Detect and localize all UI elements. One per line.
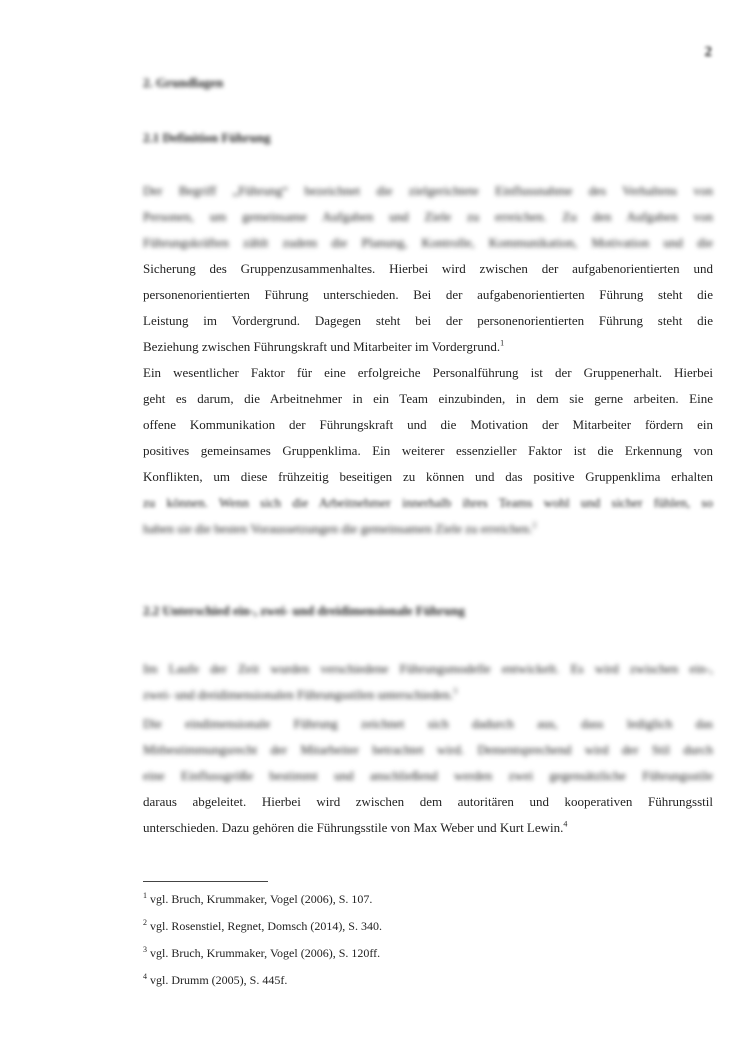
text-line: Führungskräften zählt zudem die Planung, Kontrolle, Kommunikation, Motivation und die [143,235,713,250]
footnote-text: vgl. Rosenstiel, Regnet, Domsch (2014), S. 340. [150,919,382,933]
text-line: Beziehung zwischen Führungskraft und Mitarbeiter im Vordergrund. [143,339,501,354]
text-line: geht es darum, die Arbeitnehmer in ein Team einzubinden, in dem sie gerne arbeiten. Eine [143,391,713,406]
text-line: Konflikten, um diese frühzeitig beseitigen zu können und das positive Gruppenklima erhalten [143,469,713,484]
heading-unterschied-fuehrung: 2.2 Unterschied ein-, zwei- und dreidimensionale Führung [143,603,465,618]
text-line-last [143,334,713,360]
paragraph-fuehrungsmodelle [143,656,713,708]
text-line: Personen, um gemeinsame Aufgaben und Ziele zu erreichen. Zu den Aufgaben von [143,209,713,224]
text-line: personenorientierten Führung unterschieden. Bei der aufgabenorientierten Führung steht die [143,287,713,302]
footnote-3 [143,945,380,961]
text-line-last [143,815,713,841]
footnote-number: 3 [143,945,147,954]
paragraph-gruppenerhalt [143,360,713,542]
footnote-number: 4 [143,972,147,981]
text-line: daraus abgeleitet. Hierbei wird zwischen dem autoritären und kooperativen Führungsstil [143,794,713,809]
text-line: Leistung im Vordergrund. Dagegen steht bei der personenorientierten Führung steht die [143,313,713,328]
footnote-ref: 3 [453,686,458,696]
text-line-last [143,682,713,708]
text-line: Der Begriff „Führung“ bezeichnet die zielgerichtete Einflussnahme des Verhaltens von [143,183,713,198]
footnote-text: vgl. Bruch, Krummaker, Vogel (2006), S. 107. [150,892,373,906]
page-number: 2 [704,44,712,60]
text-line-last [143,516,713,542]
text-line: Die eindimensionale Führung zeichnet sich dadurch aus, dass lediglich das [143,716,713,731]
footnote-ref: 1 [500,338,505,348]
text-line: eine Einflussgröße bestimmt und anschließend werden zwei gegensätzliche Führungsstile [143,768,713,783]
text-line: Sicherung des Gruppenzusammenhaltes. Hierbei wird zwischen der aufgabenorientierten und [143,261,713,276]
footnote-number: 2 [143,918,147,927]
footnote-separator [143,881,268,882]
text-line: unterschieden. Dazu gehören die Führungsstile von Max Weber und Kurt Lewin. [143,820,564,835]
footnote-number: 1 [143,891,147,900]
text-line: Ein wesentlicher Faktor für eine erfolgreiche Personalführung ist der Gruppenerhalt. Hierbei [143,365,713,380]
text-line: offene Kommunikation der Führungskraft und die Motivation der Mitarbeiter fördern ein [143,417,713,432]
footnote-ref: 2 [532,520,537,530]
text-line: Mitbestimmungsrecht der Mitarbeiter betrachtet wird. Dementsprechend wird der Stil durch [143,742,713,757]
text-line: zwei- und dreidimensionalen Führungsstilen unterschieden. [143,687,454,702]
footnote-4 [143,972,287,988]
footnote-2 [143,918,382,934]
text-line: Im Laufe der Zeit wurden verschiedene Führungsmodelle entwickelt. Es wird zwischen ein-, [143,661,713,676]
footnote-text: vgl. Bruch, Krummaker, Vogel (2006), S. 120ff. [150,946,381,960]
footnote-text: vgl. Drumm (2005), S. 445f. [150,973,288,987]
paragraph-eindimensional [143,711,713,841]
paragraph-definition [143,178,713,360]
text-line: positives gemeinsames Gruppenklima. Ein weiterer essenzieller Faktor ist die Erkennung von [143,443,713,458]
footnote-ref: 4 [563,819,568,829]
text-line: haben sie die besten Voraussetzungen die gemeinsamen Ziele zu erreichen. [143,521,533,536]
text-line: zu können. Wenn sich die Arbeitnehmer innerhalb ihres Teams wohl und sicher fühlen, so [143,495,713,510]
heading-grundlagen: 2. Grundlagen [143,75,224,90]
footnote-1 [143,891,372,907]
heading-definition-fuehrung: 2.1 Definition Führung [143,130,271,145]
